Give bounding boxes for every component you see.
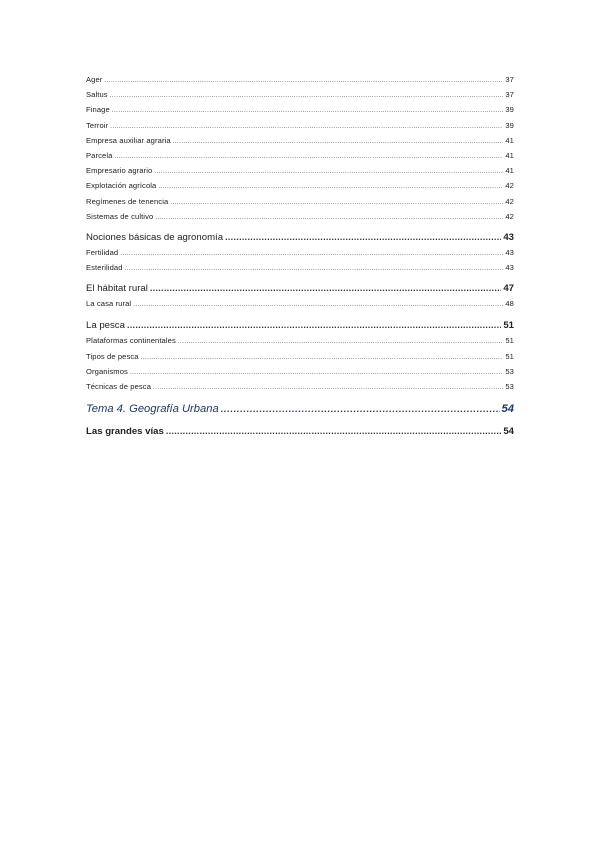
toc-entry[interactable] <box>86 364 514 379</box>
toc-entry-label: Sistemas de cultivo <box>86 211 154 221</box>
toc-chapter-label: Tema 4. Geografía Urbana <box>86 403 219 416</box>
toc-page-number: 48 <box>505 299 514 309</box>
toc-entry[interactable] <box>86 333 514 348</box>
toc-entry-label: Esterilidad <box>86 263 123 273</box>
toc-entry-label: Terroir <box>86 120 109 130</box>
toc-leader-dots <box>125 262 504 275</box>
toc-leader-dots <box>110 120 503 133</box>
toc-section-entry[interactable] <box>86 423 514 439</box>
toc-section-label: El hábitat rural <box>86 283 148 295</box>
toc-entry[interactable] <box>86 87 514 102</box>
toc-entry-label: Fertilidad <box>86 247 119 257</box>
toc-entry[interactable] <box>86 194 514 209</box>
toc-leader-dots <box>170 196 503 209</box>
toc-entry[interactable] <box>86 72 514 87</box>
toc-entry[interactable] <box>86 379 514 394</box>
toc-entry[interactable] <box>86 118 514 133</box>
toc-leader-dots <box>225 229 501 245</box>
toc-page-number: 43 <box>505 247 514 257</box>
toc-page-number: 42 <box>505 211 514 221</box>
toc-entry[interactable] <box>86 260 514 275</box>
toc-page-number: 41 <box>505 166 514 176</box>
toc-leader-dots <box>141 351 504 364</box>
toc-page-number: 39 <box>505 105 514 115</box>
toc-leader-dots <box>104 74 503 87</box>
toc-entry-label: Empresa auxiliar agraria <box>86 135 171 145</box>
toc-entry-label: Empresario agrario <box>86 166 153 176</box>
toc-entry-label: Explotación agrícola <box>86 181 157 191</box>
toc-section-label: La pesca <box>86 320 125 332</box>
toc-entry-label: Ager <box>86 75 103 84</box>
toc-page-number: 51 <box>503 320 514 332</box>
toc-leader-dots <box>130 366 503 379</box>
toc-leader-dots <box>173 135 504 148</box>
toc-page-number: 53 <box>505 382 514 391</box>
toc-page-number: 41 <box>505 150 514 160</box>
table-of-contents <box>86 72 514 439</box>
toc-leader-dots <box>153 381 503 394</box>
toc-entry-label: La casa rural <box>86 299 132 309</box>
toc-page-number: 42 <box>505 196 514 206</box>
toc-entry[interactable] <box>86 102 514 117</box>
toc-page-number: 37 <box>505 90 514 100</box>
toc-entry[interactable] <box>86 296 514 311</box>
toc-entry-label: Saltus <box>86 90 108 100</box>
toc-section-label: Nociones básicas de agronomía <box>86 231 224 243</box>
toc-leader-dots <box>112 104 504 117</box>
toc-page-number: 41 <box>505 135 514 145</box>
toc-entry[interactable] <box>86 209 514 224</box>
toc-entry[interactable] <box>86 178 514 193</box>
toc-page-number: 43 <box>503 231 514 243</box>
toc-entry[interactable] <box>86 163 514 178</box>
toc-leader-dots <box>166 423 501 439</box>
toc-entry-label: Técnicas de pesca <box>86 382 152 391</box>
toc-page-number: 54 <box>501 403 514 416</box>
toc-entry[interactable] <box>86 148 514 163</box>
toc-entry[interactable] <box>86 349 514 364</box>
toc-section-entry[interactable] <box>86 229 514 245</box>
toc-leader-dots <box>221 400 500 419</box>
toc-page-number: 53 <box>505 366 514 376</box>
toc-section-entry[interactable] <box>86 317 514 333</box>
toc-leader-dots <box>120 247 503 260</box>
toc-leader-dots <box>150 280 501 296</box>
toc-page-number: 51 <box>505 351 514 361</box>
toc-page-number: 51 <box>505 336 514 346</box>
toc-section-label: Las grandes vías <box>86 426 164 438</box>
toc-section-entry[interactable] <box>86 280 514 296</box>
toc-entry[interactable] <box>86 133 514 148</box>
toc-leader-dots <box>155 211 503 224</box>
toc-leader-dots <box>158 180 503 193</box>
toc-page-number: 37 <box>505 75 514 84</box>
toc-entry[interactable] <box>86 245 514 260</box>
toc-page-number: 42 <box>505 181 514 191</box>
toc-leader-dots <box>110 89 504 102</box>
toc-page-number: 39 <box>505 120 514 130</box>
toc-page-number: 47 <box>503 283 514 295</box>
toc-entry-label: Finage <box>86 105 110 115</box>
toc-leader-dots <box>114 150 503 163</box>
toc-page-number: 43 <box>505 263 514 273</box>
toc-leader-dots <box>178 335 503 348</box>
toc-page-number: 54 <box>503 426 514 438</box>
toc-chapter-entry[interactable] <box>86 400 514 419</box>
toc-leader-dots <box>127 317 501 333</box>
toc-leader-dots <box>133 298 503 311</box>
toc-entry-label: Regímenes de tenencia <box>86 196 169 206</box>
toc-entry-label: Parcela <box>86 150 113 160</box>
toc-entry-label: Plataformas continentales <box>86 336 176 346</box>
toc-entry-label: Organismos <box>86 366 128 376</box>
toc-entry-label: Tipos de pesca <box>86 351 139 361</box>
toc-leader-dots <box>154 165 503 178</box>
